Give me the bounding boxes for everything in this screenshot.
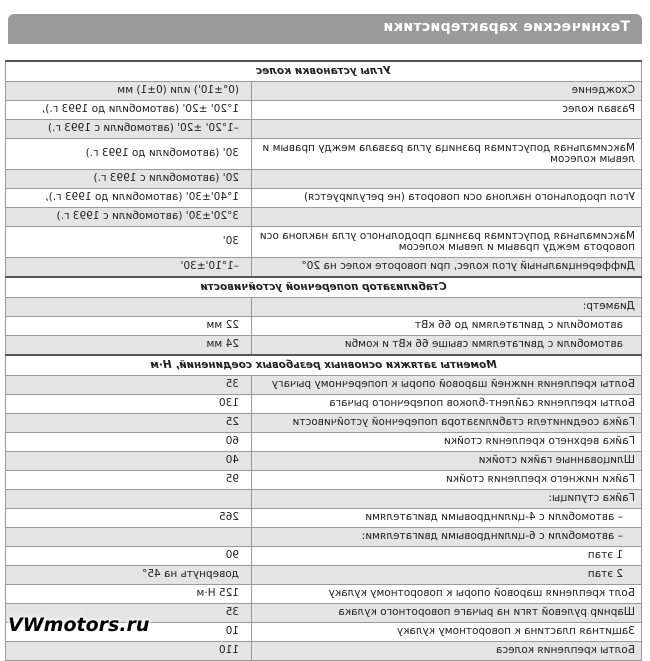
table-row: автомобили с двигателями до 66 кВт 22 мм: [5, 317, 641, 336]
table-row: Развал колес 1°20' ±20' (автомобили до 1993 г.),: [5, 101, 641, 120]
table-row: Дифференциальный угол колес, при повороте колес на 20° –1°10'±30': [5, 258, 641, 278]
table-row: автомобили с двигателями свыше 66 кВт и комби 24 мм: [5, 336, 641, 356]
table-row: Угол продольного наклона оси поворота (не регулируется) 1°40'±30' (автомобили до 1993 г.),: [5, 189, 641, 208]
table-row: Шлицованные гайки стойки 40: [5, 452, 641, 471]
spec-table: [5, 60, 642, 661]
table-row: Схождение (0°±10') или (0±1) мм: [5, 82, 641, 101]
table-row: 20' (автомобили с 1993 г.): [5, 170, 641, 189]
table-row: Болты крепления сайлент-блоков поперечного рычага 130: [5, 395, 641, 414]
table-row: Болты крепления нижней шаровой опоры к поперечному рычагу 35: [5, 376, 641, 395]
table-row: 1 этап 90: [5, 547, 641, 566]
table-row: – автомобили с 4-цилиндровыми двигателями 265: [5, 509, 641, 528]
watermark: VWmotors.ru: [8, 614, 150, 636]
table-row: 2 этап довернуть на 45°: [5, 566, 641, 585]
table-row: Диаметр:: [5, 298, 641, 317]
table-row: –1°20' ±20' (автомобили с 1993 г.): [5, 120, 641, 139]
table-row: Гайка ступицы:: [5, 490, 641, 509]
table-row: 3°20'±30' (автомобили с 1993 г.): [5, 208, 641, 227]
table-row: Гайка соединителя стабилизатора поперечной устойчивости 25: [5, 414, 641, 433]
section-heading: Углы установки колес: [5, 61, 641, 82]
table-row: Болт крепления шаровой опоры к поворотному кулаку 125 Н·м: [5, 585, 641, 604]
table-row: Гайки нижнего крепления стойки 95: [5, 471, 641, 490]
table-row: Болты крепления колеса 110: [5, 642, 641, 661]
table-row: Защитная пластина к поворотному кулаку 10: [5, 623, 641, 642]
title-bar: [8, 14, 642, 44]
table-row: Гайка верхнего крепления стойки 60: [5, 433, 641, 452]
section-heading: Стабилизатор поперечной устойчивости: [5, 277, 641, 298]
page-title: Технические характеристики: [383, 19, 630, 35]
table-row: Шарнир рулевой тяги на рычаге поворотного кулака 35: [5, 604, 641, 623]
table-row: Максимальная допустимая разница угла развала между правым и левым колесом 30' (автомобили до 1993 г.): [5, 139, 641, 170]
section-heading: Моменты затяжки основных резьбовых соединений, Н·м: [5, 355, 641, 376]
table-row: – автомобили с 6-цилиндровыми двигателями:: [5, 528, 641, 547]
table-row: Максимальная допустимая разница продольного угла наклона оси поворота между правым и левым колесом 30': [5, 227, 641, 258]
